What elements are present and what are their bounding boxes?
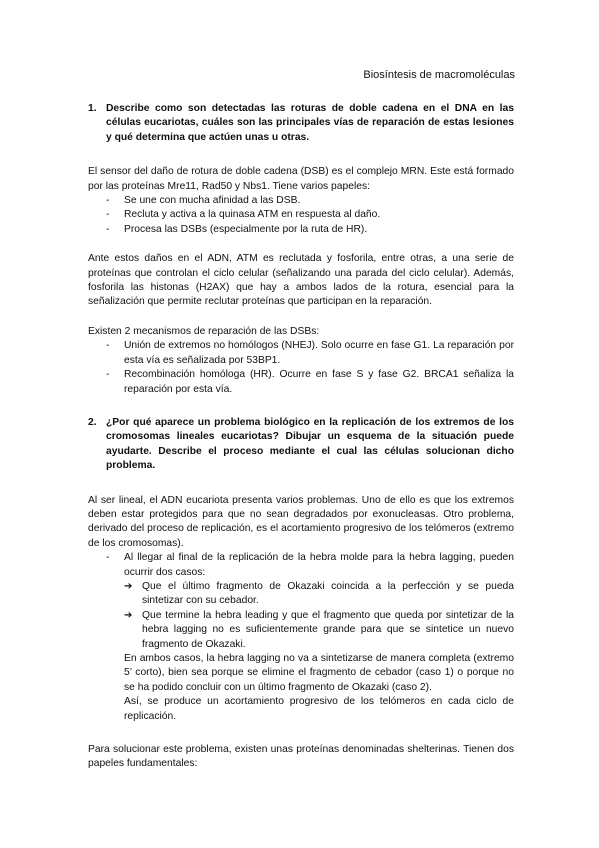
question-1-number: 1.	[88, 103, 97, 114]
list-item: - Procesa las DSBs (especialmente por la ruta de HR).	[88, 223, 514, 237]
dash-bullet: -	[106, 369, 110, 381]
dash-bullet: -	[106, 195, 110, 207]
cases-explanation	[88, 652, 514, 724]
paragraph-shelterins: Para solucionar este problema, existen unas proteínas denominadas shelterinas. Tienen dos papeles fundamentales:	[88, 744, 514, 770]
paragraph-linear-dna: Al ser lineal, el ADN eucariota presenta varios problemas. Uno de ello es que los extremos deben estar protegidos para que no sean degradados por exonucleasas. Otro problema, derivado del proceso de replicación, es el acortamiento progresivo de los telómeros (extremo de los cromosomas).	[88, 494, 514, 549]
mechanisms-list	[88, 339, 514, 397]
dash-bullet: -	[106, 209, 110, 221]
replication-cases-list	[88, 551, 514, 652]
list-item: - Se une con mucha afinidad a las DSB.	[88, 194, 514, 208]
paragraph-atm: Ante estos daños en el ADN, ATM es reclutada y fosforila, entre otras, a una serie de proteínas que controlan el ciclo celular (señalizando una parada del ciclo celular). Además, fosforila las histonas (H2AX) que hay a ambos lados de la rotura, esencial para la señalización que permite reclutar proteínas que participan en la reparación.	[88, 253, 514, 308]
arrow-item: ➔ Que termine la hebra leading y que el fragmento que queda por sintetizar de la hebra lagging no es suficientemente grande para que se sintetice un nuevo fragmento de Okazaki.	[124, 609, 514, 650]
arrow-icon: ➔	[124, 580, 133, 592]
document-body	[88, 102, 514, 772]
question-2	[88, 416, 514, 474]
list-item: - Recluta y activa a la quinasa ATM en respuesta al daño.	[88, 208, 514, 222]
question-2-text: ¿Por qué aparece un problema biológico en la replicación de los extremos de los cromosomas lineales eucariotas? Dibujar un esquema de la situación puede ayudarte. Describe el proceso mediante el cual las células solucionan dicho problema.	[106, 416, 514, 472]
question-1	[88, 102, 514, 145]
dash-bullet: -	[106, 552, 110, 564]
arrow-item: ➔ Que el último fragmento de Okazaki coincida a la perfección y se pueda sintetizar con su cebador.	[124, 580, 514, 607]
dash-bullet: -	[106, 223, 110, 235]
paragraph-mrn-complex: El sensor del daño de rotura de doble cadena (DSB) es el complejo MRN. Este está formado por las proteínas Mre11, Rad50 y Nbs1. Tiene varios papeles:	[88, 166, 514, 192]
question-1-text: Describe como son detectadas las roturas de doble cadena en el DNA en las células eucariotas, cuáles son las principales vías de reparación de estas lesiones y qué determina que actúen unas u otras.	[106, 103, 514, 143]
list-item: - Unión de extremos no homólogos (NHEJ). Solo ocurre en fase G1. La reparación por esta vía es señalizada por 53BP1.	[106, 340, 514, 366]
list-item: - Recombinación homóloga (HR). Ocurre en fase S y fase G2. BRCA1 señaliza la reparación por esta vía.	[106, 369, 514, 395]
paragraph-mechanisms: Existen 2 mecanismos de reparación de las DSBs:	[88, 325, 320, 337]
paragraph-shortening: Así, se produce un acortamiento progresivo de los telómeros en cada ciclo de replicación.	[124, 696, 514, 722]
cases-arrow-list	[124, 580, 514, 652]
paragraph-both-cases: En ambos casos, la hebra lagging no va a sintetizarse de manera completa (extremo 5’ corto), bien sea porque se elimine el fragmento de cebador (caso 1) o porque no se ha podido concluir con un último fragmento de Okazaki (caso 2).	[124, 653, 514, 693]
mrn-roles-list	[88, 194, 514, 237]
page-header: Biosíntesis de macromoléculas	[363, 69, 515, 81]
question-2-number: 2.	[88, 416, 97, 428]
dash-bullet: -	[106, 340, 110, 352]
arrow-icon: ➔	[124, 609, 133, 621]
list-item: - Al llegar al final de la replicación de la hebra molde para la hebra lagging, pueden ocurrir dos casos: ➔ Que el último fragmento de Okazaki coincida a la perfección y se pueda sintetizar con su cebador. ➔ Que termine la hebra leading y que el fragmento que queda por sintetizar de la hebra lagging no es suficientemente grande para que se sintetice un nuevo fragmento de Okazaki.	[88, 551, 514, 652]
